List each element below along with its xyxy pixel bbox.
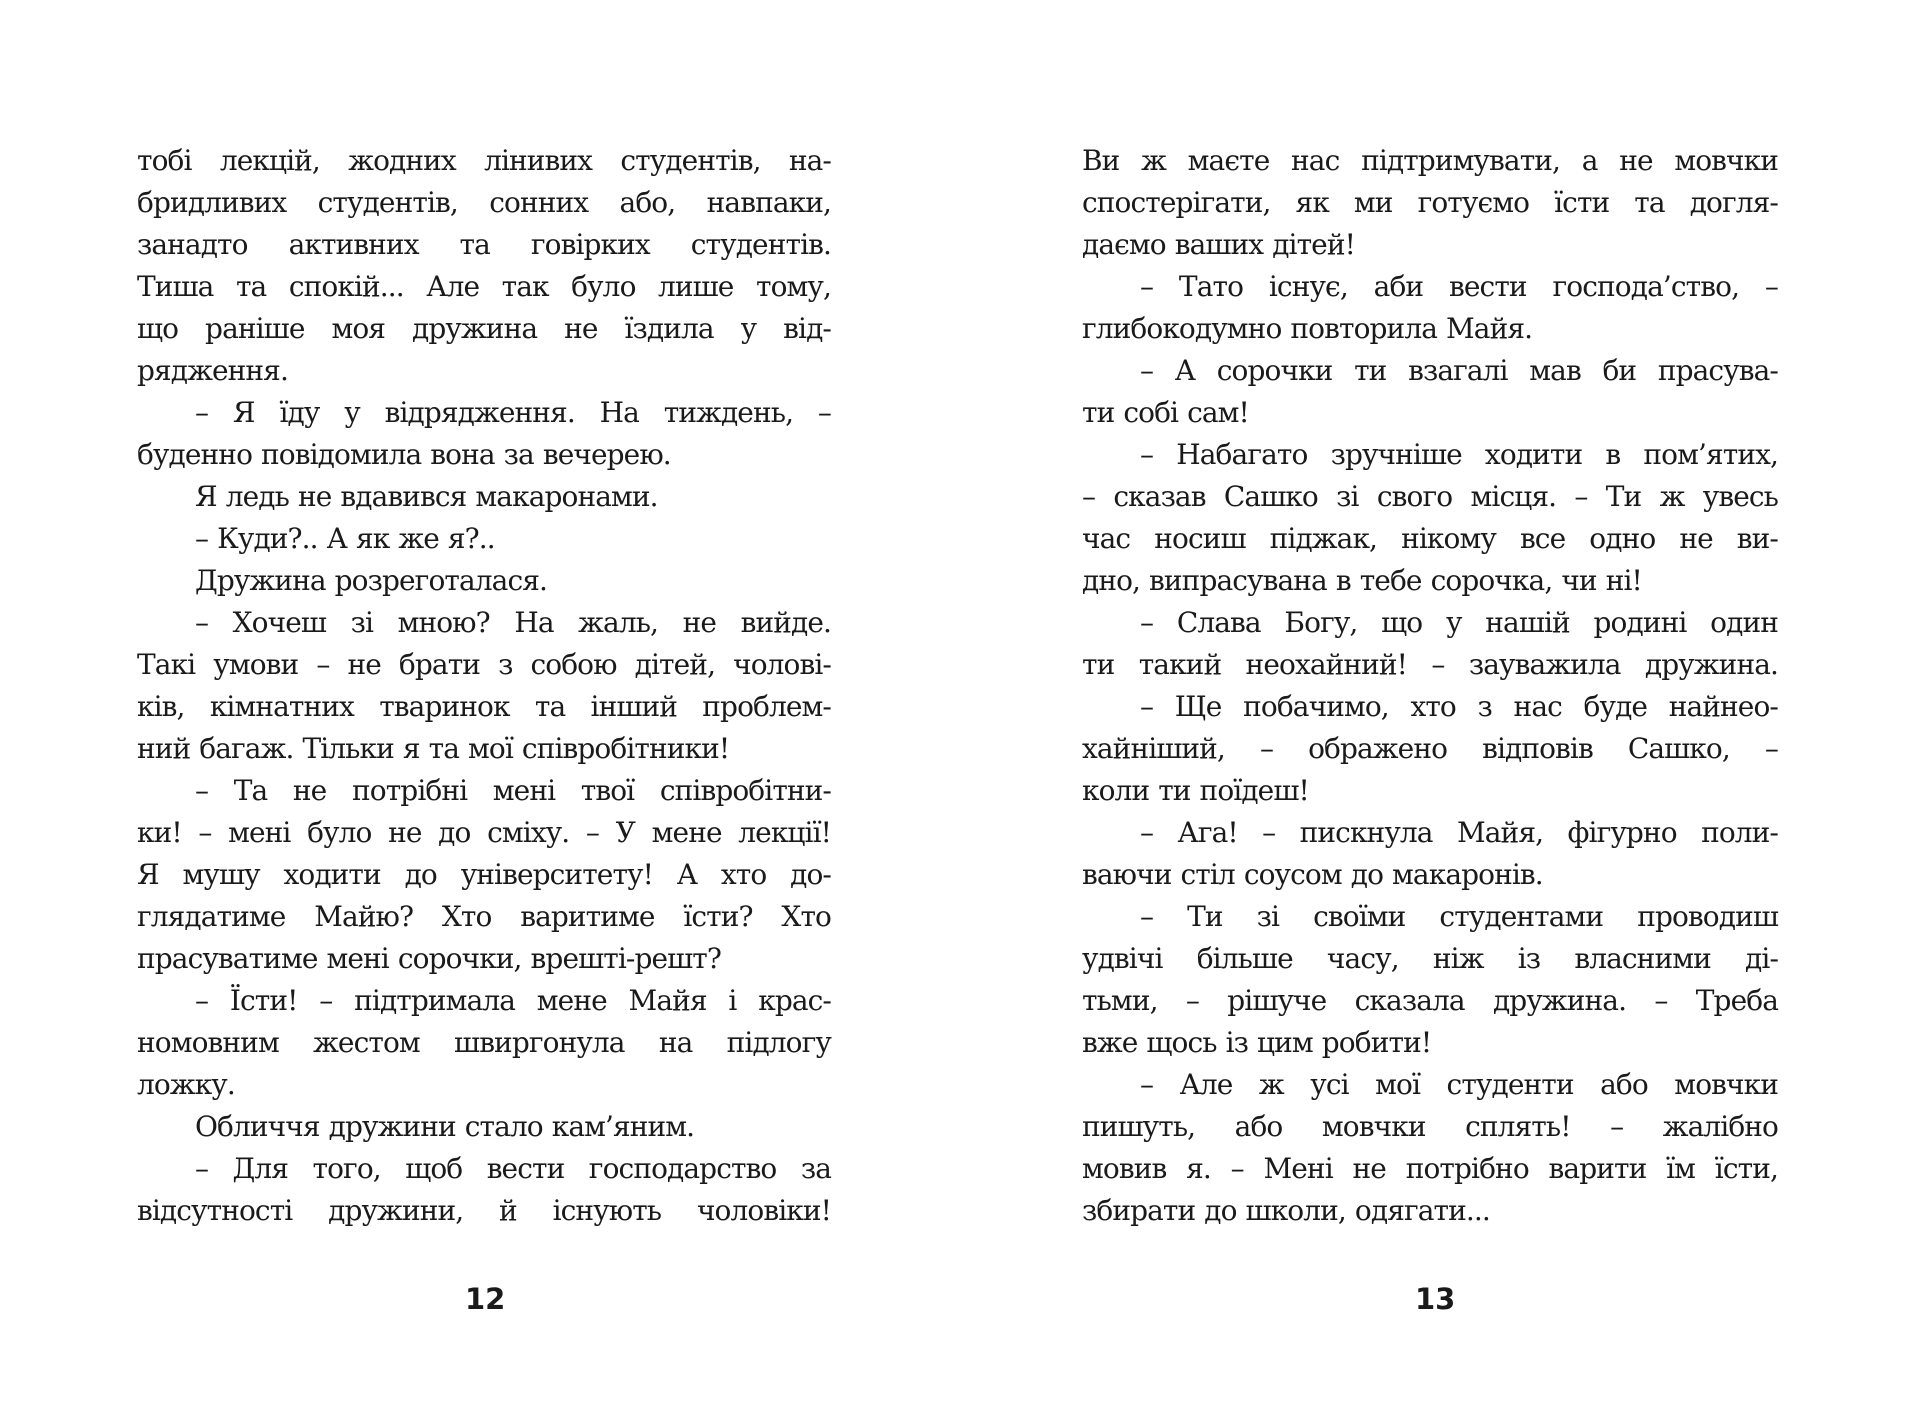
text-line: занадто активних та говірких студентів.: [137, 228, 831, 261]
text-line: – Слава Богу, що у нашій родині один: [1140, 606, 1778, 639]
right-page-text: [1082, 140, 1778, 1232]
text-line: Я мушу ходити до університету! А хто до-: [137, 858, 831, 891]
left-page-text: [137, 140, 831, 1232]
text-line: – Я їду у відрядження. На тиждень, –: [195, 396, 831, 429]
text-line: мовив я. – Мені не потрібно варити їм їсти,: [1082, 1152, 1778, 1185]
text-line: буденно повідомила вона за вечерею.: [137, 438, 671, 471]
page-number-left: 12: [465, 1282, 506, 1316]
text-line: ти собі сам!: [1082, 396, 1249, 429]
text-line: Дружина розреготалася.: [195, 564, 548, 597]
text-line: пишуть, або мовчки сплять! – жалібно: [1082, 1110, 1778, 1143]
text-line: спостерігати, як ми готуємо їсти та догля-: [1082, 186, 1778, 219]
text-line: ків, кімнатних тваринок та інший проблем-: [137, 690, 831, 723]
text-line: час носиш піджак, нікому все одно не ви-: [1082, 522, 1778, 555]
text-line: – Ага! – пискнула Майя, фігурно поли-: [1140, 816, 1778, 849]
text-line: ти такий неохайний! – зауважила дружина.: [1082, 648, 1778, 681]
text-line: хайніший, – ображено відповів Сашко, –: [1082, 732, 1778, 765]
text-line: ки! – мені було не до сміху. – У мене лекції!: [137, 816, 831, 849]
right-page: [960, 0, 1920, 1423]
text-line: ний багаж. Тільки я та мої співробітники!: [137, 732, 730, 765]
text-line: збирати до школи, одягати...: [1082, 1194, 1490, 1227]
text-line: удвічі більше часу, ніж із власними ді-: [1082, 942, 1778, 975]
text-line: – А сорочки ти взагалі мав би прасува-: [1140, 354, 1778, 387]
text-line: – Для того, щоб вести господарство за: [195, 1152, 831, 1185]
text-line: Тиша та спокій... Але так було лише тому,: [137, 270, 831, 303]
text-line: глибокодумно повторила Майя.: [1082, 312, 1533, 345]
page-number-right: 13: [1415, 1282, 1456, 1316]
text-line: – Тато існує, аби вести господа’ство, –: [1140, 270, 1778, 303]
text-line: – Куди?.. А як же я?..: [195, 522, 495, 555]
text-line: – Ти зі своїми студентами проводиш: [1140, 900, 1778, 933]
text-line: Обличчя дружини стало кам’яним.: [195, 1110, 695, 1143]
text-line: вже щось із цим робити!: [1082, 1026, 1432, 1059]
text-line: ваючи стіл соусом до макаронів.: [1082, 858, 1543, 891]
text-line: Я ледь не вдавився макаронами.: [195, 480, 658, 513]
text-line: – Та не потрібні мені твої співробітни-: [195, 774, 831, 807]
text-line: Ви ж маєте нас підтримувати, а не мовчки: [1082, 144, 1778, 177]
text-line: – Але ж усі мої студенти або мовчки: [1140, 1068, 1778, 1101]
text-line: коли ти поїдеш!: [1082, 774, 1309, 807]
text-line: – Набагато зручніше ходити в пом’ятих,: [1140, 438, 1778, 471]
text-line: відсутності дружини, й існують чоловіки!: [137, 1194, 831, 1227]
text-line: прасуватиме мені сорочки, врешті-решт?: [137, 942, 721, 975]
text-line: ложку.: [137, 1068, 235, 1101]
text-line: Такі умови – не брати з собою дітей, чолові-: [137, 648, 831, 681]
text-line: – Їсти! – підтримала мене Майя і крас-: [195, 984, 831, 1017]
text-line: номовним жестом швиргонула на підлогу: [137, 1026, 831, 1059]
text-line: даємо ваших дітей!: [1082, 228, 1355, 261]
text-line: тьми, – рішуче сказала дружина. – Треба: [1082, 984, 1778, 1017]
text-line: дно, випрасувана в тебе сорочка, чи ні!: [1082, 564, 1642, 597]
text-line: – сказав Сашко зі свого місця. – Ти ж увесь: [1082, 480, 1778, 513]
text-line: бридливих студентів, сонних або, навпаки,: [137, 186, 831, 219]
text-line: тобі лекцій, жодних лінивих студентів, на-: [137, 144, 831, 177]
text-line: глядатиме Майю? Хто варитиме їсти? Хто: [137, 900, 831, 933]
text-line: – Хочеш зі мною? На жаль, не вийде.: [195, 606, 831, 639]
text-line: що раніше моя дружина не їздила у від-: [137, 312, 831, 345]
text-line: – Ще побачимо, хто з нас буде найнео-: [1140, 690, 1778, 723]
text-line: рядження.: [137, 354, 288, 387]
